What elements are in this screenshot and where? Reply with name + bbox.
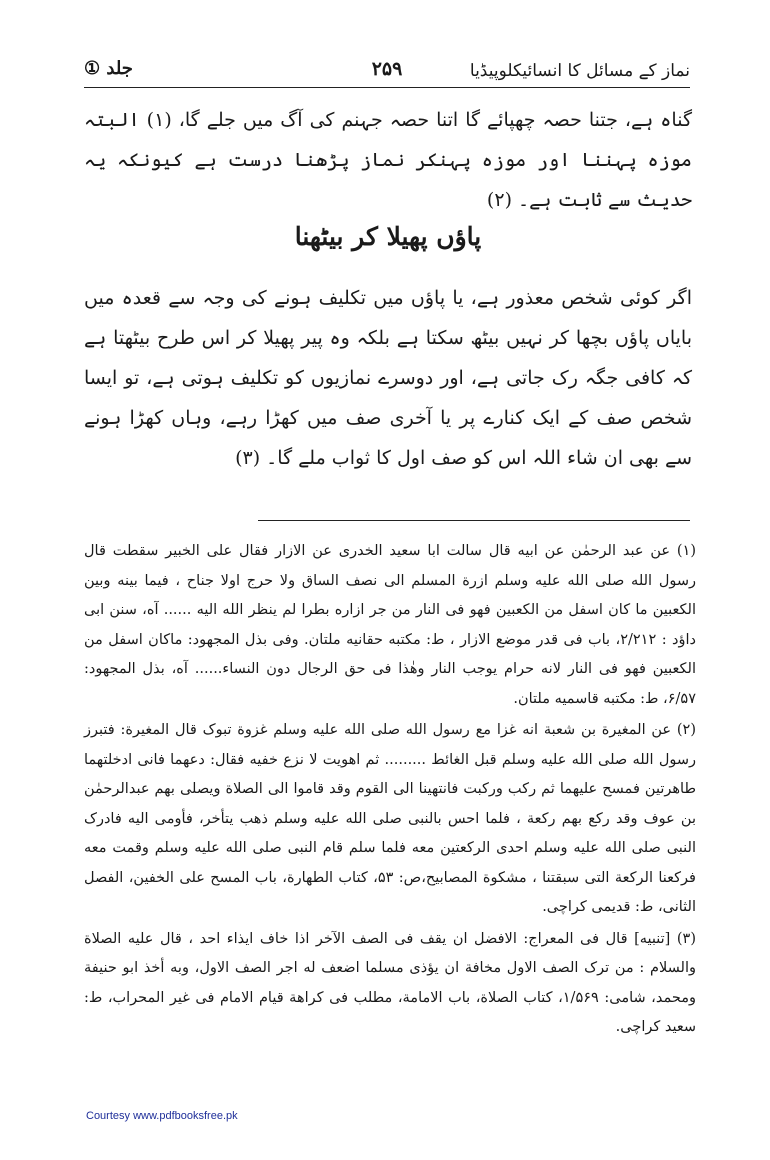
footnote-3: (۳) [تنبیه] قال فی المعراج: الافضل ان یقف فی الصف الآخر اذا خاف ایذاء احد ، قال علیه الصلاة والسلام : من ترک الصف الاول مخافة ان یؤذی مسلما اضعف له اجر الصف الاول، وبه أخذ ابو حنیفة ومحمد، شامی: ۱/۵۶۹، کتاب الصلاة، باب الامامة، مطلب فی کراهة قیام الامام فی غیر المحراب، ط: سعید کراچی. bbox=[84, 930, 696, 1035]
paragraph-1: گناہ ہے، جتنا حصہ چھپائے گا اتنا حصہ جہنم کی آگ میں جلے گا، (۱) البتہ موزہ پہننا اور موزہ پہنکر نماز پڑھنا درست ہے کیونکہ یہ حدیث سے ثابت ہے۔ (۲) bbox=[84, 109, 692, 211]
page-number: ۲۵۹ bbox=[371, 58, 403, 80]
footnote-divider bbox=[258, 520, 690, 521]
section-heading: پاؤں پھیلا کر بیٹھنا bbox=[294, 222, 482, 251]
main-text-top bbox=[84, 100, 692, 220]
main-text-body bbox=[84, 278, 692, 478]
courtesy-link[interactable]: Courtesy www.pdfbooksfree.pk bbox=[86, 1110, 238, 1122]
page-header bbox=[84, 56, 690, 86]
footnote-1: (۱) عن عبد الرحمٰن عن ابیه قال سالت ابا سعید الخدری عن الازار فقال علی الخبیر سقطت قال رسول الله صلی الله علیه وسلم ازرة المسلم الی نصف الساق ولا حرج اولا جناح ، فیما بینه وبین الکعبین ما کان اسفل من الکعبین فهو فی النار من جر ازاره بطرا لم ینظر الله الیه ...... آه، سنن ابی داؤد : ۲/۲۱۲، باب فی قدر موضع الازار ، ط: مکتبه حقانیه ملتان. وفی بذل المجهود: ماکان اسفل من الکعبین فهو فی النار لانه حرام یوجب النار وهٰذا فی حق الرجال دون النساء...... آه، بذل المجهود: ۶/۵۷، ط: مکتبه قاسمیه ملتان. bbox=[84, 543, 696, 707]
paragraph-2: اگر کوئی شخص معذور ہے، یا پاؤں میں تکلیف ہونے کی وجہ سے قعدہ میں بایاں پاؤں بچھا کر نہیں بیٹھ سکتا ہے بلکہ وہ پیر پھیلا کر اس طرح بیٹھتا ہے کہ کافی جگہ رک جاتی ہے، اور دوسرے نمازیوں کو تکلیف ہوتی ہے، تو ایسا شخص صف کے ایک کنارے پر یا آخری صف میں کھڑا رہے، وہاں کھڑا ہونے سے بھی ان شاء اللہ اس کو صف اول کا ثواب ملے گا۔ (۳) bbox=[84, 287, 692, 469]
book-title: نماز کے مسائل کا انسائیکلوپیڈیا bbox=[469, 61, 690, 81]
volume-label: جلد ① bbox=[84, 58, 133, 79]
footnote-2: (۲) عن المغیرة بن شعبة انه غزا مع رسول الله صلی الله علیه وسلم غزوة تبوک قال المغیرة: فتبرز رسول الله صلی الله علیه وسلم قبل الغائط ......... ثم اهویت لا نزع خفیه فقال: دعهما فانی ادخلتهما طاهرتین فمسح علیهما ثم رکب ورکبت فانتهینا الی القوم وقد قاموا الی الصلاة ویصلی بهم عبدالرحمٰن بن عوف وقد رکع بهم رکعة ، فلما احس بالنبی صلی الله علیه وسلم ذهب یتأخر، فأومی الیه فادرک النبی صلی الله علیه وسلم احدی الرکعتین معه فلما سلم قام النبی صلی الله علیه وسلم وقمت معه فرکعنا الرکعة التی سبقتنا ، مشکوة المصابیح،ص: ۵۳، کتاب الطهارة، باب المسح علی الخفین، الفصل الثانی، ط: قدیمی کراچی. bbox=[84, 722, 696, 915]
header-rule bbox=[84, 87, 690, 88]
footnotes bbox=[84, 537, 696, 1045]
